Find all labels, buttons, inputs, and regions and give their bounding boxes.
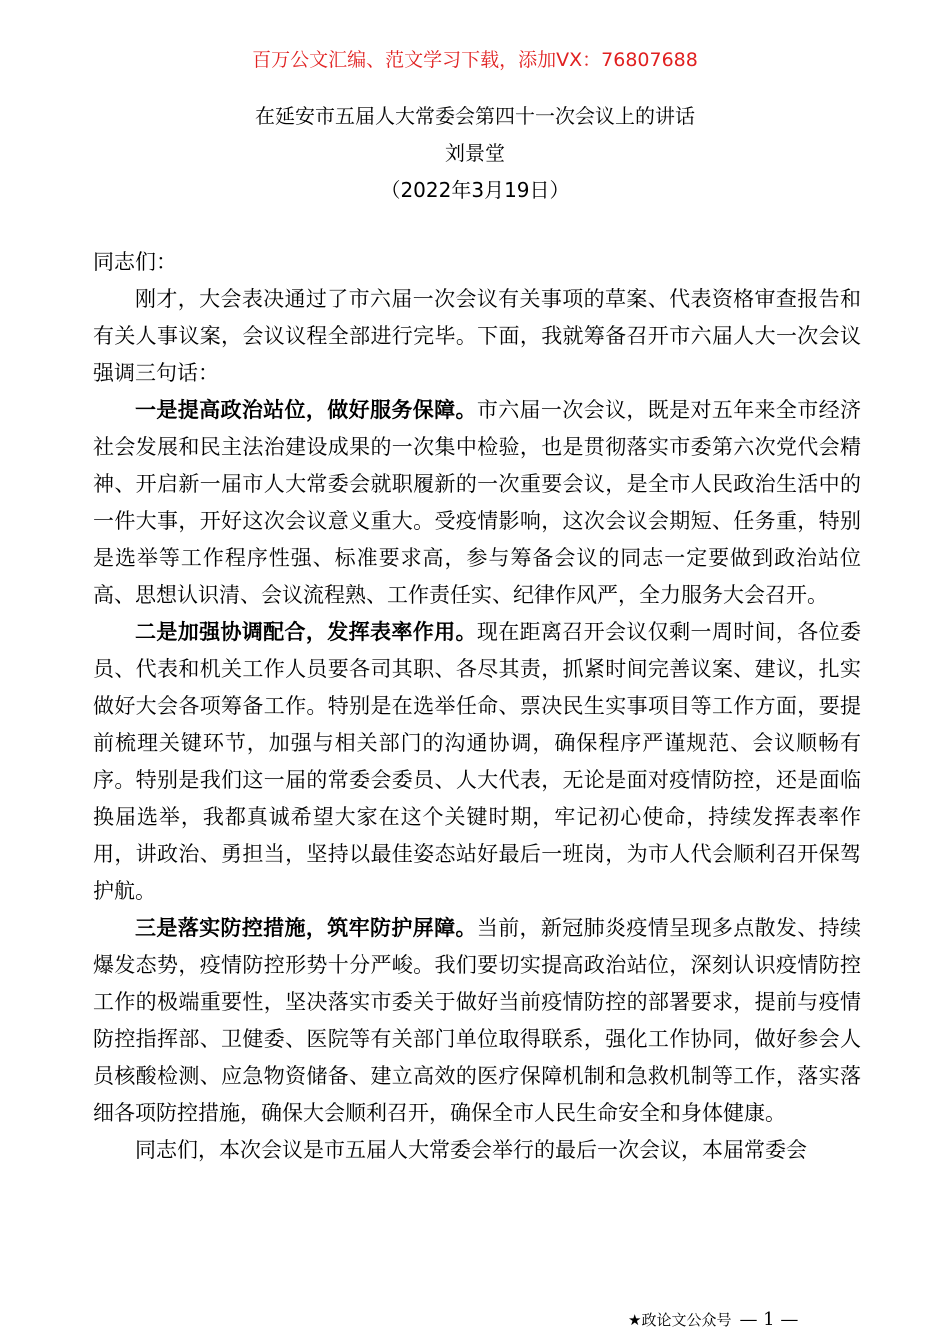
author-name: 刘景堂 [445, 141, 505, 165]
paragraph-closing: 同志们，本次会议是市五届人大常委会举行的最后一次会议，本届常委会 [135, 1138, 807, 1162]
paragraph-point-three [93, 910, 861, 1132]
salutation: 同志们： [93, 250, 177, 274]
point-two-heading: 二是加强协调配合，发挥表率作用。 [135, 620, 477, 644]
document-body [93, 244, 861, 1169]
document-title: 在延安市五届人大常委会第四十一次会议上的讲话 [255, 104, 695, 128]
paragraph-intro: 刚才，大会表决通过了市六届一次会议有关事项的草案、代表资格审查报告和有关人事议案，会议议程全部进行完毕。下面，我就筹备召开市六届人大一次会议强调三句话： [93, 287, 861, 385]
speech-date: （2022年3月19日） [380, 178, 570, 202]
point-three-heading: 三是落实防控措施，筑牢防护屏障。 [135, 916, 477, 940]
page-number: — 1 — [739, 1309, 799, 1330]
point-three-text: 当前，新冠肺炎疫情呈现多点散发、持续爆发态势，疫情防控形势十分严峻。我们要切实提高政治站位，深刻认识疫情防控工作的极端重要性，坚决落实市委关于做好当前疫情防控的部署要求，提前与疫情防控指挥部、卫健委、医院等有关部门单位取得联系，强化工作协同，做好参会人员核酸检测、应急物资储备、建立高效的医疗保障机制和急救机制等工作，落实落细各项防控措施，确保大会顺利召开，确保全市人民生命安全和身体健康。 [93, 916, 862, 1125]
page-footer [628, 1308, 798, 1332]
point-one-heading: 一是提高政治站位，做好服务保障。 [135, 398, 477, 422]
watermark-banner: 百万公文汇编、范文学习下载，添加VX：76807688 [252, 49, 698, 71]
point-one-text: 市六届一次会议，既是对五年来全市经济社会发展和民主法治建设成果的一次集中检验，也是贯彻落实市委第六次党代会精神、开启新一届市人大常委会就职履新的一次重要会议，是全市人民政治生活中的一件大事，开好这次会议意义重大。受疫情影响，这次会议会期短、任务重，特别是选举等工作程序性强、标准要求高，参与筹备会议的同志一定要做到政治站位高、思想认识清、会议流程熟、工作责任实、纪律作风严，全力服务大会召开。 [93, 398, 862, 607]
title-block [0, 98, 950, 209]
paragraph-point-one [93, 392, 861, 614]
point-two-text: 现在距离召开会议仅剩一周时间，各位委员、代表和机关工作人员要各司其职、各尽其责，抓紧时间完善议案、建议，扎实做好大会各项筹备工作。特别是在选举任命、票决民生实事项目等工作方面，要提前梳理关键环节，加强与相关部门的沟通协调，确保程序严谨规范、会议顺畅有序。特别是我们这一届的常委会委员、人大代表，无论是面对疫情防控，还是面临换届选举，我都真诚希望大家在这个关键时期，牢记初心使命，持续发挥表率作用，讲政治、勇担当，坚持以最佳姿态站好最后一班岗，为市人代会顺利召开保驾护航。 [93, 620, 862, 903]
paragraph-point-two [93, 614, 861, 910]
footer-source: ★政论文公众号 [628, 1311, 732, 1329]
